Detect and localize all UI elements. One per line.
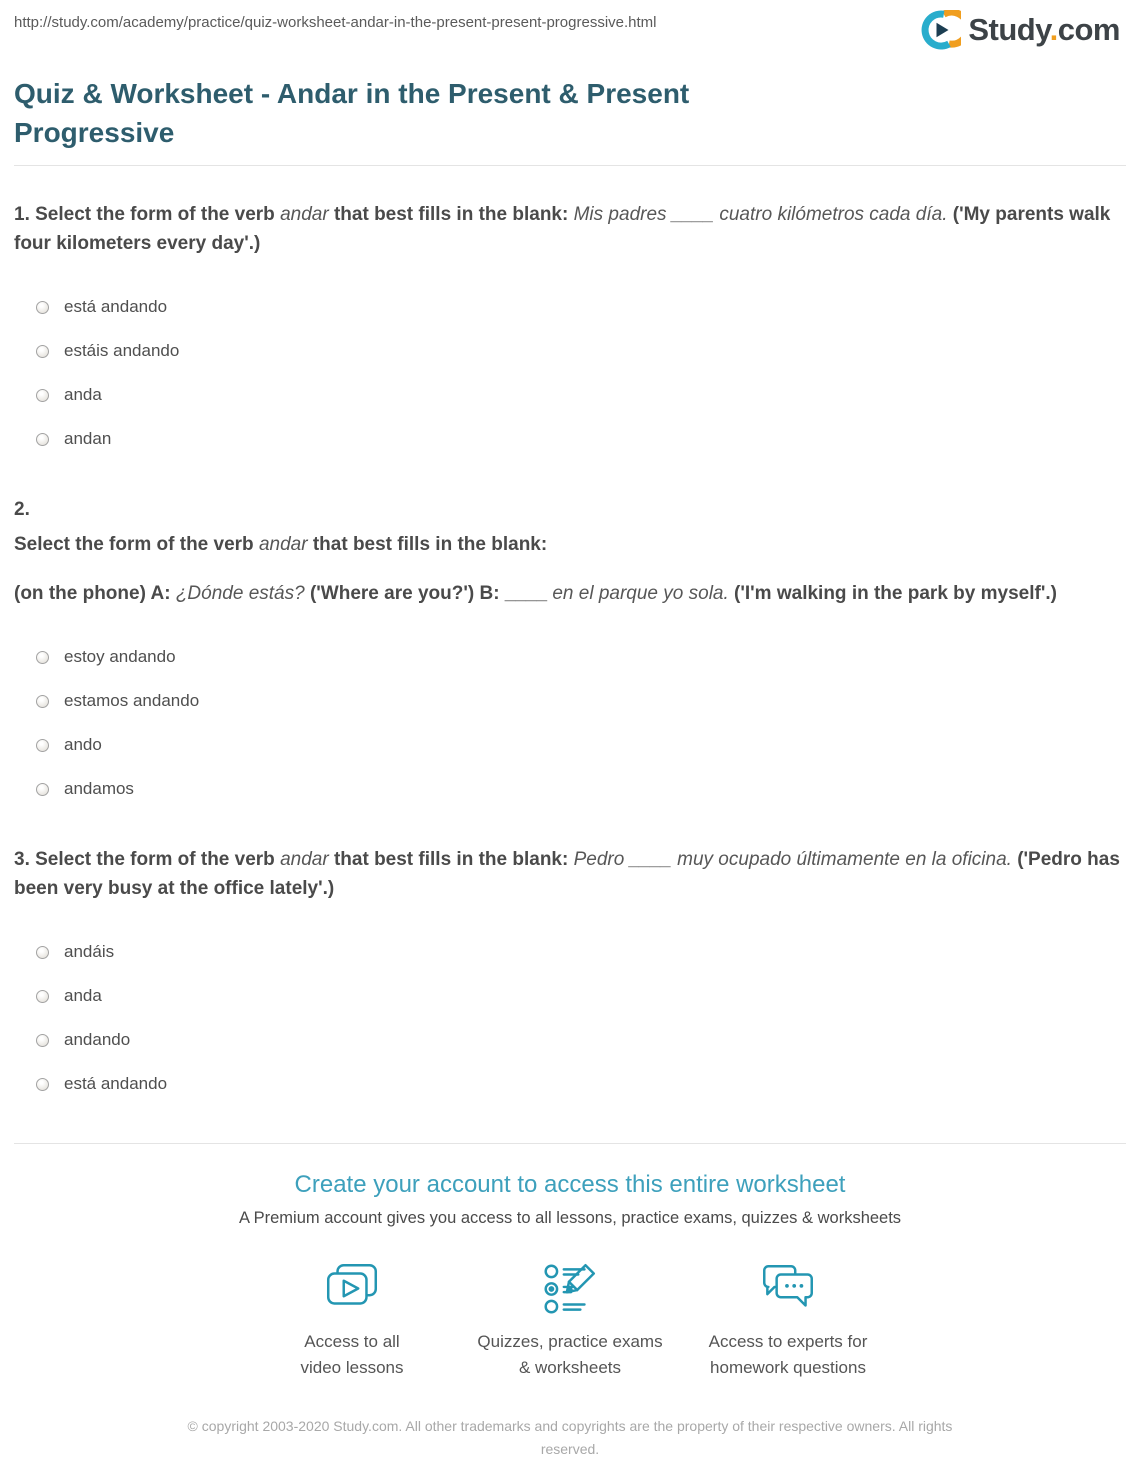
radio-button-icon[interactable] (36, 301, 49, 314)
answer-option-label: estamos andando (64, 691, 200, 710)
studycom-logo[interactable] (921, 10, 1126, 50)
feature-label: Access to all video lessons (300, 1332, 404, 1377)
answer-option[interactable] (14, 679, 1126, 723)
answer-option-label: está andando (64, 1074, 168, 1093)
cta-section (14, 1169, 1126, 1228)
question-text (14, 495, 1126, 608)
answer-option-label: estáis andando (64, 341, 180, 360)
feature-quizzes-worksheets (461, 1256, 679, 1381)
studycom-logo-icon (921, 10, 961, 50)
radio-button-icon[interactable] (36, 433, 49, 446)
cta-title: Create your account to access this entire worksheet (294, 1171, 846, 1198)
question-paragraph: 3. Select the form of the verb andar that best fills in the blank: Pedro ____ muy ocupado últimamente en la oficina. ('Pedro has been very busy at the office lately'.) (14, 849, 1120, 899)
answer-option[interactable] (14, 635, 1126, 679)
radio-button-icon[interactable] (36, 1078, 49, 1091)
answer-option[interactable] (14, 417, 1126, 461)
quiz-question (14, 200, 1126, 461)
question-paragraph: 2. (14, 499, 30, 520)
answer-option-label: andamos (64, 779, 134, 798)
answer-option[interactable] (14, 1018, 1126, 1062)
radio-button-icon[interactable] (36, 345, 49, 358)
radio-button-icon[interactable] (36, 783, 49, 796)
answer-option-label: andando (64, 1030, 131, 1049)
page-url: http://study.com/academy/practice/quiz-worksheet-andar-in-the-present-present-progressive.html (14, 14, 657, 31)
answer-option[interactable] (14, 723, 1126, 767)
radio-button-icon[interactable] (36, 389, 49, 402)
answer-option[interactable] (14, 285, 1126, 329)
question-options (14, 930, 1126, 1106)
feature-video-lessons (243, 1256, 461, 1381)
features-row (14, 1256, 1126, 1381)
experts-chat-icon (756, 1260, 820, 1318)
answer-option[interactable] (14, 373, 1126, 417)
radio-button-icon[interactable] (36, 1034, 49, 1047)
answer-option-label: anda (64, 986, 102, 1005)
quiz-question (14, 845, 1126, 1106)
answer-option-label: anda (64, 385, 102, 404)
answer-option[interactable] (14, 1062, 1126, 1106)
question-options (14, 285, 1126, 461)
feature-label: Access to experts for homework questions (708, 1332, 868, 1377)
questions-list (14, 200, 1126, 1106)
feature-expert-help (679, 1256, 897, 1381)
answer-option-label: ando (64, 735, 102, 754)
question-paragraph: (on the phone) A: ¿Dónde estás? ('Where are you?') B: ____ en el parque yo sola. ('I'm walking in the park by myself'.) (14, 583, 1057, 604)
quizzes-worksheets-icon (539, 1260, 601, 1318)
logo-dot: . (1049, 12, 1058, 47)
answer-option-label: está andando (64, 297, 168, 316)
cta-subtitle: A Premium account gives you access to all lessons, practice exams, quizzes & worksheets (238, 1209, 902, 1227)
answer-option-label: andáis (64, 942, 115, 961)
studycom-logo-text: Study.com (968, 12, 1120, 47)
answer-option[interactable] (14, 930, 1126, 974)
answer-option[interactable] (14, 974, 1126, 1018)
question-paragraph: 1. Select the form of the verb andar that best fills in the blank: Mis padres ____ cuatro kilómetros cada día. ('My parents walk four kilometers every day'.) (14, 204, 1111, 254)
video-lessons-icon (321, 1260, 383, 1318)
title-divider (14, 165, 1126, 166)
answer-option-label: andan (64, 429, 112, 448)
bottom-divider (14, 1143, 1126, 1144)
answer-option-label: estoy andando (64, 647, 176, 666)
answer-option[interactable] (14, 767, 1126, 811)
radio-button-icon[interactable] (36, 651, 49, 664)
question-text (14, 200, 1126, 258)
radio-button-icon[interactable] (36, 739, 49, 752)
question-text (14, 845, 1126, 903)
quiz-question (14, 495, 1126, 811)
question-options (14, 635, 1126, 811)
page-title: Quiz & Worksheet - Andar in the Present & Present Progressive (14, 78, 690, 148)
radio-button-icon[interactable] (36, 695, 49, 708)
question-paragraph: Select the form of the verb andar that best fills in the blank: (14, 534, 548, 555)
page-header (14, 0, 1126, 50)
radio-button-icon[interactable] (36, 990, 49, 1003)
answer-option[interactable] (14, 329, 1126, 373)
radio-button-icon[interactable] (36, 946, 49, 959)
feature-label: Quizzes, practice exams & worksheets (477, 1332, 663, 1377)
copyright-text: © copyright 2003-2020 Study.com. All other trademarks and copyrights are the property of their respective owners. All rights reserved. (187, 1418, 953, 1457)
